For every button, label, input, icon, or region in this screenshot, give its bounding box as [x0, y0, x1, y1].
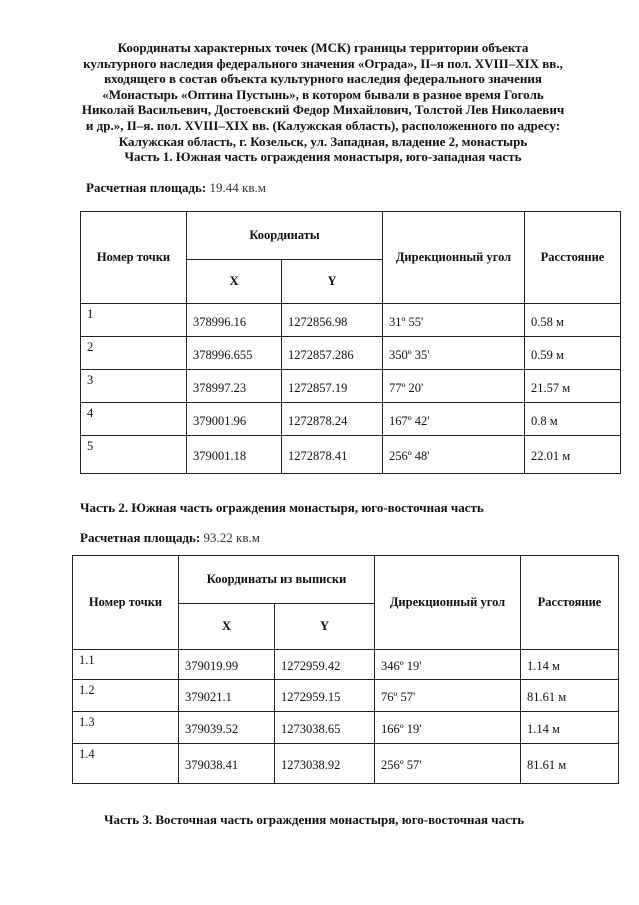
table-row	[81, 337, 621, 370]
direction-angle: 76º 57'	[375, 680, 521, 712]
document-title	[78, 40, 568, 165]
point-number: 3	[81, 370, 187, 403]
distance: 0.59 м	[525, 337, 621, 370]
table-row	[81, 370, 621, 403]
header-y: Y	[282, 260, 383, 304]
header-distance: Расстояние	[521, 556, 619, 650]
part2-area	[80, 530, 260, 546]
title-line: культурного наследия федерального значения «Ограда», II–я пол. XVIII–XIX вв.,	[83, 55, 563, 71]
coord-y: 1273038.92	[275, 744, 375, 784]
distance: 81.61 м	[521, 680, 619, 712]
area-value: 93.22 кв.м	[203, 530, 260, 545]
coord-y: 1272878.24	[282, 403, 383, 436]
title-line: «Монастырь «Оптина Пустынь», в котором бывали в разное время Гоголь	[102, 86, 544, 102]
coord-y: 1272959.42	[275, 650, 375, 680]
title-line: Николай Васильевич, Достоевский Федор Михайлович, Толстой Лев Николаевич	[81, 102, 565, 118]
area-value: 19.44 кв.м	[209, 180, 266, 195]
coord-x: 378996.655	[187, 337, 282, 370]
direction-angle: 350º 35'	[383, 337, 525, 370]
header-point-number: Номер точки	[73, 556, 179, 650]
coord-y: 1272857.19	[282, 370, 383, 403]
distance: 0.58 м	[525, 304, 621, 337]
table-row	[81, 403, 621, 436]
table-row	[73, 712, 619, 744]
header-coordinates-from-extract: Координаты из выписки	[179, 556, 375, 604]
title-line: Координаты характерных точек (МСК) границы территории объекта	[117, 40, 529, 55]
title-line: Калужская область, г. Козельск, ул. Западная, владение 2, монастырь	[118, 133, 528, 149]
coord-x: 379001.96	[187, 403, 282, 436]
header-direction-angle: Дирекционный угол	[375, 556, 521, 650]
direction-angle: 166º 19'	[375, 712, 521, 744]
coord-x: 379001.18	[187, 436, 282, 474]
point-number: 2	[81, 337, 187, 370]
coord-x: 378996.16	[187, 304, 282, 337]
direction-angle: 256º 57'	[375, 744, 521, 784]
part2-coordinates-table	[72, 555, 619, 784]
table-row	[73, 744, 619, 784]
point-number: 4	[81, 403, 187, 436]
header-x: X	[179, 604, 275, 650]
part1-coordinates-table	[80, 211, 621, 474]
header-direction-angle: Дирекционный угол	[383, 212, 525, 304]
direction-angle: 256º 48'	[383, 436, 525, 474]
coord-y: 1272959.15	[275, 680, 375, 712]
header-distance: Расстояние	[525, 212, 621, 304]
direction-angle: 31º 55'	[383, 304, 525, 337]
point-number: 1.3	[73, 712, 179, 744]
distance: 1.14 м	[521, 712, 619, 744]
header-point-number: Номер точки	[81, 212, 187, 304]
point-number: 5	[81, 436, 187, 474]
coord-x: 379019.99	[179, 650, 275, 680]
title-line: входящего в состав объекта культурного наследия федерального значения	[104, 71, 542, 87]
table-row	[81, 304, 621, 337]
part1-heading: Часть 1. Южная часть ограждения монастыря, юго-западная часть	[124, 149, 522, 165]
coord-x: 379038.41	[179, 744, 275, 784]
part3-heading: Часть 3. Восточная часть ограждения монастыря, юго-восточная часть	[104, 812, 525, 827]
distance: 81.61 м	[521, 744, 619, 784]
header-y: Y	[275, 604, 375, 650]
point-number: 1	[81, 304, 187, 337]
point-number: 1.2	[73, 680, 179, 712]
direction-angle: 77º 20'	[383, 370, 525, 403]
area-label: Расчетная площадь:	[80, 530, 201, 545]
point-number: 1.1	[73, 650, 179, 680]
part1-area	[86, 180, 266, 196]
table-row	[73, 680, 619, 712]
coord-x: 379039.52	[179, 712, 275, 744]
coord-y: 1272878.41	[282, 436, 383, 474]
part2-heading: Часть 2. Южная часть ограждения монастыря, юго-восточная часть	[80, 500, 484, 515]
distance: 21.57 м	[525, 370, 621, 403]
coord-y: 1272857.286	[282, 337, 383, 370]
distance: 1.14 м	[521, 650, 619, 680]
table-row	[81, 436, 621, 474]
table-row	[73, 650, 619, 680]
distance: 22.01 м	[525, 436, 621, 474]
direction-angle: 167º 42'	[383, 403, 525, 436]
coord-x: 378997.23	[187, 370, 282, 403]
header-coordinates: Координаты	[187, 212, 383, 260]
direction-angle: 346º 19'	[375, 650, 521, 680]
point-number: 1.4	[73, 744, 179, 784]
header-x: X	[187, 260, 282, 304]
coord-x: 379021.1	[179, 680, 275, 712]
coord-y: 1273038.65	[275, 712, 375, 744]
title-line: и др.», II–я. пол. XVIII–XIX вв. (Калужская область), расположенного по адресу:	[85, 117, 561, 133]
area-label: Расчетная площадь:	[86, 180, 207, 195]
coord-y: 1272856.98	[282, 304, 383, 337]
distance: 0.8 м	[525, 403, 621, 436]
